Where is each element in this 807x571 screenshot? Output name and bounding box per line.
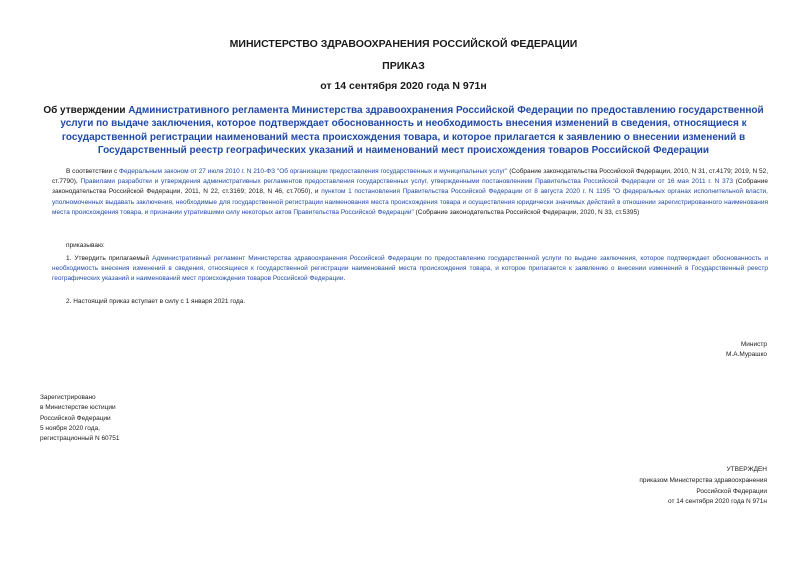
preamble-text-1: В соответствии с [66, 168, 120, 175]
item1-text-1: 1. Утвердить прилагаемый [66, 255, 153, 262]
regulation-rules-link[interactable]: Правилами разработки и утверждения административных регламентов предоставления государственных услуг, утвержденными постановлением Правительства Российской Федерации от 16 мая 2011 г. N 373 [80, 178, 733, 186]
approval-line: приказом Министерства здравоохранения [639, 476, 767, 484]
signatory-position: Министр [740, 341, 767, 348]
approval-line: от 14 сентября 2020 года N 971н [668, 498, 767, 506]
preamble-paragraph [52, 167, 768, 218]
signatory-name: М.А.Мурашко [725, 351, 767, 358]
preamble-text-2: (Собрание законодательства Российской Федерации, 2010, N 31, ст.4179; 2019, N 52, ст.7790), [52, 168, 769, 186]
attached-regulation-link[interactable]: Административный регламент Министерства здравоохранения Российской Федерации по предоставлению государственной услуги по выдаче заключения, которое подтверждает обоснованность и необходимость внесения изменений в сведения, относящиеся к государственной регистрации наименований места происхождения товара, и которое прилагается к заявлению о внесении изменений в Государственный реестр географических указаний и наименований мест происхождения товаров Российской Федерации [52, 255, 768, 283]
government-decree-link[interactable]: пунктом 1 постановления Правительства Российской Федерации от 8 августа 2020 г. N 1195 "О федеральных органах исполнительной власти, уполномоченных выдавать заключения, необходимые для государственной регистрации наименования места происхождения товара и осуществления юридически значимых действий в отношении зарегистрированного наименования места происхождения товара, и признании утратившими силу некоторых актов Правительства Российской Федерации" [52, 188, 768, 216]
title-regulation-link[interactable]: Административного регламента Министерства здравоохранения Российской Федерации по предоставлению государственной услуги по выдаче заключения, которое подтверждает обоснованность и необходимость внесения изменений в сведения, относящиеся к государственной регистрации наименований места происхождения товара, и которое прилагается к заявлению о внесении изменений в Государственный реестр географических указаний и наименований мест происхождения товаров Российской Федерации [60, 105, 764, 157]
document-type-heading: ПРИКАЗ [382, 60, 425, 72]
approval-line: УТВЕРЖДЕН [726, 466, 767, 473]
registration-line: в Министерстве юстиции [40, 404, 116, 412]
ministry-heading: МИНИСТЕРСТВО ЗДРАВООХРАНЕНИЯ РОССИЙСКОЙ ФЕДЕРАЦИИ [229, 38, 578, 50]
document-date-number: от 14 сентября 2020 года N 971н [320, 80, 487, 92]
order-item-2: 2. Настоящий приказ вступает в силу с 1 января 2021 года. [66, 298, 246, 305]
order-word: приказываю: [66, 242, 105, 249]
registration-line: регистрационный N 60751 [40, 435, 120, 443]
title-prefix: Об утверждении [43, 105, 129, 116]
registration-line: 5 ноября 2020 года, [40, 424, 100, 432]
approval-block [639, 465, 767, 508]
item1-text-2: . [343, 275, 346, 283]
order-item-1 [52, 254, 768, 285]
registration-block [40, 393, 120, 444]
approval-line: Российской Федерации [696, 487, 767, 495]
registration-line: Зарегистрировано [40, 394, 96, 401]
federal-law-link[interactable]: Федеральным законом от 27 июля 2010 г. N 210-ФЗ "Об организации предоставления государственных и муниципальных услуг" [119, 168, 508, 175]
preamble-text-3: (Собрание законодательства Российской Федерации, 2011, N 22, ст.3169; 2018, N 46, ст.7050), и [52, 178, 768, 196]
registration-line: Российской Федерации [40, 414, 111, 422]
preamble-text-4: (Собрание законодательства Российской Федерации, 2020, N 33, ст.5395) [413, 208, 640, 216]
document-title [40, 104, 767, 158]
